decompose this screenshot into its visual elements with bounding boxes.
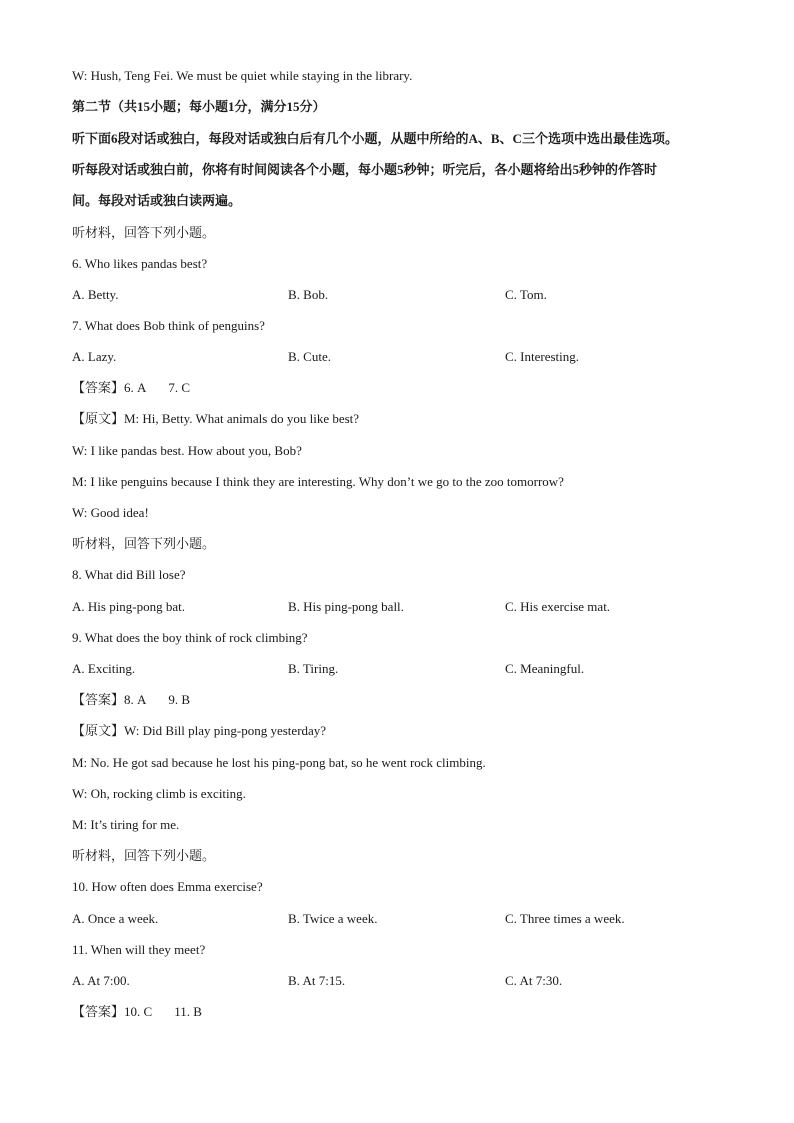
option-a: A. Betty. — [72, 287, 119, 302]
option-b: B. His ping-pong ball. — [288, 599, 404, 614]
answer-label: 【答案】 — [72, 692, 125, 707]
option-c: C. Tom. — [505, 287, 547, 302]
answer-label: 【答案】 — [72, 380, 125, 395]
answer-value: 11. B — [174, 1004, 202, 1019]
transcript-line: M: It’s tiring for me. — [72, 817, 180, 832]
question-stem: 8. What did Bill lose? — [72, 567, 186, 582]
option-c: C. Three times a week. — [505, 911, 625, 926]
instruction-line: 听下面6段对话或独白，每段对话或独白后有几个小题，从题中所给的A、B、C三个选项中选出最佳选项。 — [72, 131, 678, 146]
answer-value: 9. B — [168, 692, 191, 707]
transcript-line: M: I like penguins because I think they are interesting. Why don’t we go to the zoo tomorrow? — [72, 474, 564, 489]
option-b: B. At 7:15. — [288, 973, 346, 988]
question-stem: 9. What does the boy think of rock climbing? — [72, 630, 308, 645]
listen-prompt: 听材料，回答下列小题。 — [72, 536, 216, 551]
option-c: C. Meaningful. — [505, 661, 585, 676]
question-stem: 7. What does Bob think of penguins? — [72, 318, 265, 333]
answer-value: 8. A — [124, 692, 147, 707]
option-a: A. Once a week. — [72, 911, 159, 926]
option-a: A. His ping-pong bat. — [72, 599, 186, 614]
section-heading: 第二节（共15小题；每小题1分，满分15分） — [72, 99, 326, 114]
option-a: A. Lazy. — [72, 349, 117, 364]
answer-value: 7. C — [168, 380, 191, 395]
transcript-line: W: Oh, rocking climb is exciting. — [72, 786, 246, 801]
answer-value: 10. C — [124, 1004, 153, 1019]
option-b: B. Bob. — [288, 287, 329, 302]
option-a: A. Exciting. — [72, 661, 136, 676]
answer-value: 6. A — [124, 380, 147, 395]
listen-prompt: 听材料，回答下列小题。 — [72, 225, 216, 240]
option-a: A. At 7:00. — [72, 973, 130, 988]
option-c: C. His exercise mat. — [505, 599, 611, 614]
question-stem: 6. Who likes pandas best? — [72, 256, 208, 271]
transcript-line: W: I like pandas best. How about you, Bob? — [72, 443, 302, 458]
question-stem: 10. How often does Emma exercise? — [72, 879, 263, 894]
transcript-line: 【原文】M: Hi, Betty. What animals do you like best? — [72, 411, 360, 426]
instruction-line: 间。每段对话或独白读两遍。 — [72, 193, 242, 208]
transcript-line: M: No. He got sad because he lost his ping-pong bat, so he went rock climbing. — [72, 755, 486, 770]
transcript-line: 【原文】W: Did Bill play ping-pong yesterday? — [72, 723, 327, 738]
option-b: B. Cute. — [288, 349, 331, 364]
answer-line — [72, 1004, 202, 1020]
listen-prompt: 听材料，回答下列小题。 — [72, 848, 216, 863]
dialogue-line: W: Hush, Teng Fei. We must be quiet while staying in the library. — [72, 68, 413, 83]
answer-label: 【答案】 — [72, 1004, 125, 1019]
transcript-line: W: Good idea! — [72, 505, 149, 520]
option-b: B. Tiring. — [288, 661, 339, 676]
instruction-line: 听每段对话或独白前，你将有时间阅读各个小题，每小题5秒钟；听完后，各小题将给出5秒钟的作答时 — [72, 162, 658, 177]
answer-line — [72, 692, 190, 708]
option-c: C. Interesting. — [505, 349, 580, 364]
option-c: C. At 7:30. — [505, 973, 563, 988]
option-b: B. Twice a week. — [288, 911, 378, 926]
question-stem: 11. When will they meet? — [72, 942, 206, 957]
answer-line — [72, 380, 190, 396]
